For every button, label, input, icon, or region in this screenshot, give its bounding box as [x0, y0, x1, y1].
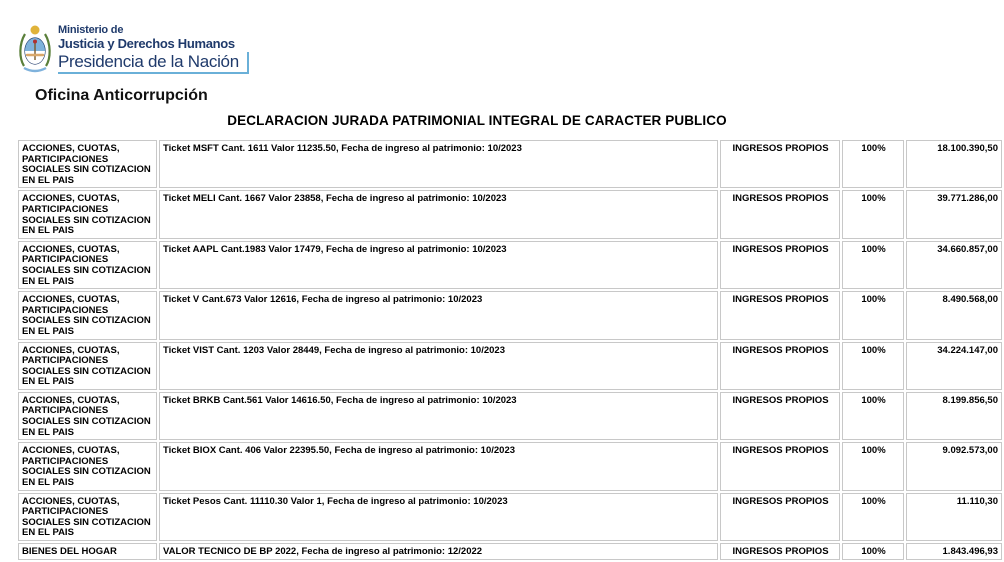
fund-origin-cell: INGRESOS PROPIOS: [720, 543, 840, 560]
document-title: DECLARACION JURADA PATRIMONIAL INTEGRAL DE CARACTER PUBLICO: [227, 113, 727, 128]
asset-description-cell: Ticket BIOX Cant. 406 Valor 22395.50, Fecha de ingreso al patrimonio: 10/2023: [159, 442, 718, 490]
ministry-name-line2: Justicia y Derechos Humanos: [58, 36, 235, 51]
fund-origin-cell: INGRESOS PROPIOS: [720, 291, 840, 339]
asset-description-cell: Ticket MELI Cant. 1667 Valor 23858, Fecha de ingreso al patrimonio: 10/2023: [159, 190, 718, 238]
asset-type-cell: ACCIONES, CUOTAS, PARTICIPACIONES SOCIALES SIN COTIZACION EN EL PAIS: [18, 442, 157, 490]
table-row: [18, 392, 1002, 440]
ministry-name-line1: Ministerio de: [58, 24, 124, 36]
ownership-percent-cell: 100%: [842, 291, 904, 339]
presidencia-label: Presidencia de la Nación: [58, 52, 249, 74]
asset-value-cell: 18.100.390,50: [906, 140, 1002, 188]
fund-origin-cell: INGRESOS PROPIOS: [720, 342, 840, 390]
table-row: [18, 190, 1002, 238]
assets-table: [16, 138, 1004, 562]
asset-value-cell: 8.490.568,00: [906, 291, 1002, 339]
asset-type-cell: ACCIONES, CUOTAS, PARTICIPACIONES SOCIALES SIN COTIZACION EN EL PAIS: [18, 493, 157, 541]
asset-value-cell: 8.199.856,50: [906, 392, 1002, 440]
asset-type-cell: BIENES DEL HOGAR: [18, 543, 157, 560]
asset-type-cell: ACCIONES, CUOTAS, PARTICIPACIONES SOCIALES SIN COTIZACION EN EL PAIS: [18, 392, 157, 440]
asset-description-cell: Ticket VIST Cant. 1203 Valor 28449, Fecha de ingreso al patrimonio: 10/2023: [159, 342, 718, 390]
ownership-percent-cell: 100%: [842, 493, 904, 541]
asset-description-cell: Ticket V Cant.673 Valor 12616, Fecha de ingreso al patrimonio: 10/2023: [159, 291, 718, 339]
fund-origin-cell: INGRESOS PROPIOS: [720, 442, 840, 490]
table-row: [18, 493, 1002, 541]
fund-origin-cell: INGRESOS PROPIOS: [720, 190, 840, 238]
asset-type-cell: ACCIONES, CUOTAS, PARTICIPACIONES SOCIALES SIN COTIZACION EN EL PAIS: [18, 140, 157, 188]
asset-value-cell: 34.660.857,00: [906, 241, 1002, 289]
asset-value-cell: 34.224.147,00: [906, 342, 1002, 390]
ministry-header: [18, 18, 318, 80]
ownership-percent-cell: 100%: [842, 140, 904, 188]
coat-of-arms-icon: [18, 22, 52, 76]
asset-type-cell: ACCIONES, CUOTAS, PARTICIPACIONES SOCIALES SIN COTIZACION EN EL PAIS: [18, 190, 157, 238]
table-row: [18, 291, 1002, 339]
asset-type-cell: ACCIONES, CUOTAS, PARTICIPACIONES SOCIALES SIN COTIZACION EN EL PAIS: [18, 241, 157, 289]
ownership-percent-cell: 100%: [842, 241, 904, 289]
fund-origin-cell: INGRESOS PROPIOS: [720, 493, 840, 541]
table-row: [18, 442, 1002, 490]
asset-description-cell: VALOR TECNICO DE BP 2022, Fecha de ingreso al patrimonio: 12/2022: [159, 543, 718, 560]
asset-value-cell: 39.771.286,00: [906, 190, 1002, 238]
ownership-percent-cell: 100%: [842, 190, 904, 238]
table-row: [18, 543, 1002, 560]
asset-value-cell: 11.110,30: [906, 493, 1002, 541]
ownership-percent-cell: 100%: [842, 392, 904, 440]
asset-type-cell: ACCIONES, CUOTAS, PARTICIPACIONES SOCIALES SIN COTIZACION EN EL PAIS: [18, 291, 157, 339]
asset-description-cell: Ticket AAPL Cant.1983 Valor 17479, Fecha de ingreso al patrimonio: 10/2023: [159, 241, 718, 289]
table-row: [18, 241, 1002, 289]
ownership-percent-cell: 100%: [842, 442, 904, 490]
fund-origin-cell: INGRESOS PROPIOS: [720, 241, 840, 289]
office-name: Oficina Anticorrupción: [35, 87, 208, 104]
table-row: [18, 342, 1002, 390]
asset-value-cell: 9.092.573,00: [906, 442, 1002, 490]
ownership-percent-cell: 100%: [842, 543, 904, 560]
fund-origin-cell: INGRESOS PROPIOS: [720, 392, 840, 440]
asset-description-cell: Ticket Pesos Cant. 11110.30 Valor 1, Fecha de ingreso al patrimonio: 10/2023: [159, 493, 718, 541]
asset-value-cell: 1.843.496,93: [906, 543, 1002, 560]
asset-description-cell: Ticket BRKB Cant.561 Valor 14616.50, Fecha de ingreso al patrimonio: 10/2023: [159, 392, 718, 440]
asset-description-cell: Ticket MSFT Cant. 1611 Valor 11235.50, Fecha de ingreso al patrimonio: 10/2023: [159, 140, 718, 188]
fund-origin-cell: INGRESOS PROPIOS: [720, 140, 840, 188]
ownership-percent-cell: 100%: [842, 342, 904, 390]
asset-type-cell: ACCIONES, CUOTAS, PARTICIPACIONES SOCIALES SIN COTIZACION EN EL PAIS: [18, 342, 157, 390]
table-row: [18, 140, 1002, 188]
